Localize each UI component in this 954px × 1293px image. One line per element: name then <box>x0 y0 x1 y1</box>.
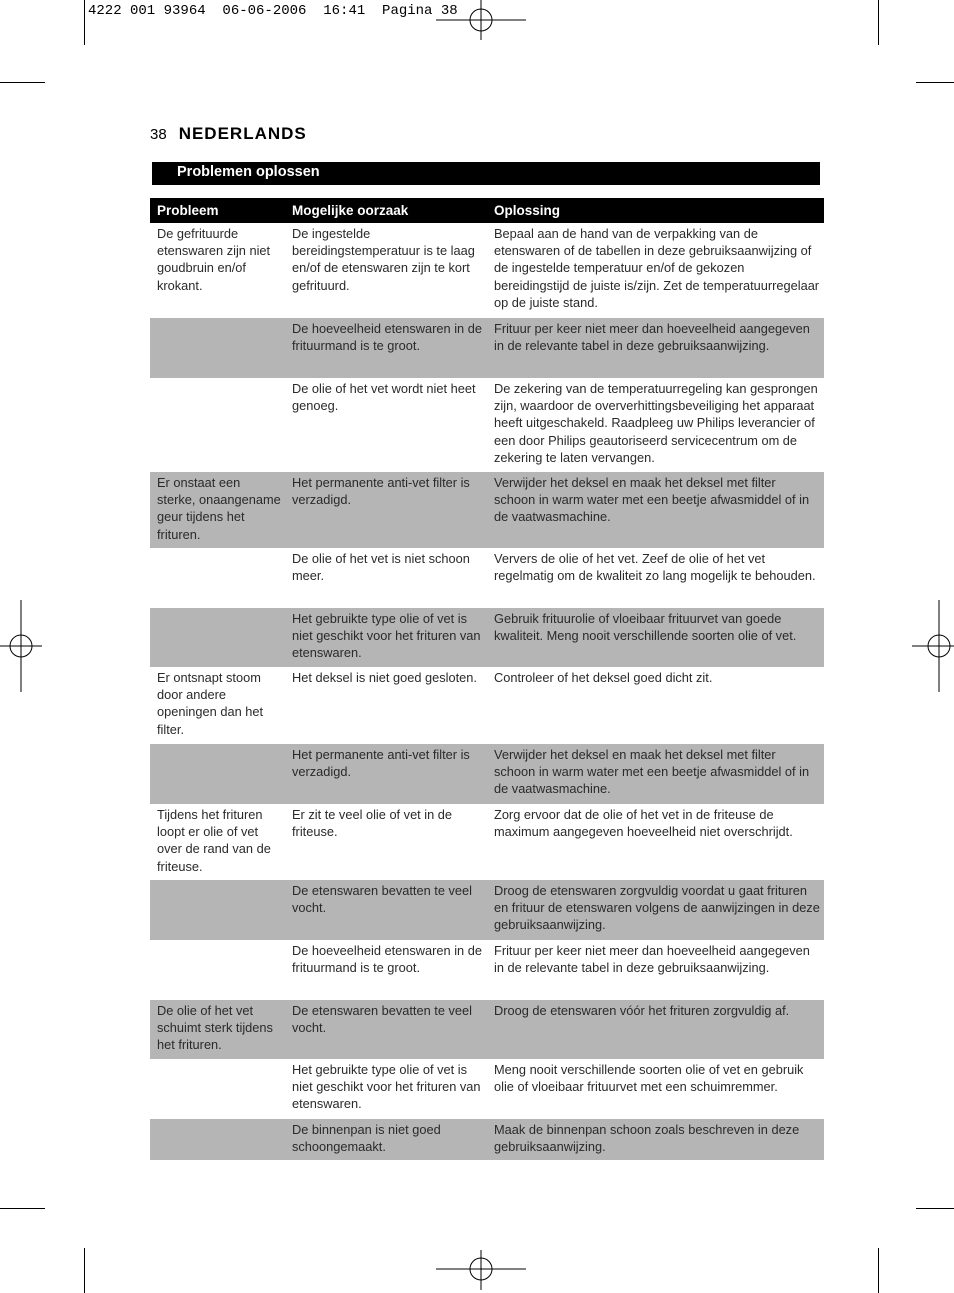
crop-mark-bottom-left-vertical <box>84 1248 85 1293</box>
solution-cell: Droog de etenswaren zorgvuldig voordat u gaat frituren en frituur de etenswaren volgens de aanwijzingen in deze gebruiksaanwijzing. <box>487 880 824 940</box>
table-row <box>150 548 824 608</box>
table-row <box>150 1000 824 1059</box>
table-row <box>150 940 824 1000</box>
solution-cell: Ververs de olie of het vet. Zeef de olie of het vet regelmatig om de kwaliteit zo lang mogelijk te behouden. <box>494 551 816 584</box>
crop-mark-bottom-right-horizontal <box>916 1208 954 1209</box>
problem-cell <box>150 378 285 472</box>
cause-cell: Er zit te veel olie of vet in de friteuse. <box>292 807 453 840</box>
table-row <box>150 1059 824 1119</box>
cause-cell: De etenswaren bevatten te veel vocht. <box>285 880 487 940</box>
crop-mark-bottom-left-horizontal <box>0 1208 45 1209</box>
problem-cell <box>150 548 285 608</box>
cause-cell: Het deksel is niet goed gesloten. <box>292 670 477 685</box>
crop-mark-top-left-horizontal <box>0 82 45 83</box>
crop-mark-top-left-vertical <box>84 0 85 45</box>
solution-cell: Frituur per keer niet meer dan hoeveelheid aangegeven in de relevante tabel in deze gebruiksaanwijzing. <box>494 943 810 976</box>
crop-mark-bottom-right-vertical <box>878 1248 879 1293</box>
solution-cell: Frituur per keer niet meer dan hoeveelheid aangegeven in de relevante tabel in deze gebruiksaanwijzing. <box>487 318 824 378</box>
table-row <box>150 472 824 548</box>
header-solution: Oplossing <box>487 198 824 223</box>
table-row <box>150 744 824 804</box>
problem-cell <box>150 744 285 804</box>
page-heading <box>150 124 307 144</box>
registration-mark-top <box>436 0 526 40</box>
problem-cell: Er ontsnapt stoom door andere openingen dan het filter. <box>157 670 264 737</box>
header-problem: Probleem <box>150 198 285 223</box>
problem-cell <box>150 1119 285 1160</box>
cause-cell: Het permanente anti-vet filter is verzadigd. <box>285 744 487 804</box>
cause-cell: De olie of het vet wordt niet heet genoeg. <box>292 381 476 414</box>
cause-cell: De ingestelde bereidingstemperatuur is te laag en/of de etenswaren zijn te kort gefrituurd. <box>292 226 475 293</box>
solution-cell: Gebruik frituurolie of vloeibaar frituurvet van goede kwaliteit. Meng nooit verschillende soorten olie of vet. <box>487 608 824 667</box>
cause-cell: Het gebruikte type olie of vet is niet geschikt voor het frituren van etenswaren. <box>292 1062 481 1112</box>
table-row <box>150 223 824 318</box>
troubleshooting-table <box>150 198 824 1160</box>
section-title: Problemen oplossen <box>152 162 820 185</box>
table-row <box>150 608 824 667</box>
crop-mark-top-right-horizontal <box>916 82 954 83</box>
registration-mark-left <box>0 600 42 692</box>
solution-cell: Bepaal aan de hand van de verpakking van de etenswaren of de tabellen in deze gebruiksaanwijzing of de ingestelde temperatuur en/of de gekozen bereidingstijd de juiste is/zijn. Zet de temperatuurregelaar op de juiste stand. <box>494 226 820 310</box>
header-cause: Mogelijke oorzaak <box>285 198 487 223</box>
solution-cell: Verwijder het deksel en maak het deksel met filter schoon in warm water met een beetje afwasmiddel of in de vaatwasmachine. <box>487 472 824 548</box>
table-header-row <box>150 198 824 223</box>
registration-mark-bottom <box>436 1250 526 1290</box>
table-row <box>150 667 824 744</box>
cause-cell: De hoeveelheid etenswaren in de frituurmand is te groot. <box>292 943 482 976</box>
problem-cell <box>150 318 285 378</box>
print-header: 4222 001 93964 06-06-2006 16:41 Pagina 38 <box>88 3 458 19</box>
cause-cell: De olie of het vet is niet schoon meer. <box>292 551 470 584</box>
crop-mark-top-right-vertical <box>878 0 879 45</box>
problem-cell <box>150 608 285 667</box>
cause-cell: De etenswaren bevatten te veel vocht. <box>285 1000 487 1059</box>
problem-cell: De gefrituurde etenswaren zijn niet goudbruin en/of krokant. <box>157 226 271 293</box>
page-number: 38 <box>150 126 167 143</box>
table-row <box>150 804 824 880</box>
solution-cell: Verwijder het deksel en maak het deksel met filter schoon in warm water met een beetje afwasmiddel of in de vaatwasmachine. <box>487 744 824 804</box>
problem-cell <box>150 940 285 1000</box>
solution-cell: Zorg ervoor dat de olie of het vet in de friteuse de maximum aangegeven hoeveelheid niet overschrijdt. <box>494 807 793 840</box>
solution-cell: De zekering van de temperatuurregeling kan gesprongen zijn, waardoor de oververhittingsbeveiliging het apparaat heeft uitgeschakeld. Raadpleeg uw Philips leverancier of een door Philips geautoriseerd servicecentrum om de zekering te laten vervangen. <box>494 381 818 465</box>
cause-cell: Het gebruikte type olie of vet is niet geschikt voor het frituren van etenswaren. <box>285 608 487 667</box>
cause-cell: De binnenpan is niet goed schoongemaakt. <box>285 1119 487 1160</box>
problem-cell <box>150 1059 285 1119</box>
problem-cell: De olie of het vet schuimt sterk tijdens het frituren. <box>150 1000 285 1059</box>
table-row <box>150 378 824 472</box>
solution-cell: Meng nooit verschillende soorten olie of vet en gebruik olie of vloeibaar frituurvet met een schuimremmer. <box>494 1062 804 1095</box>
cause-cell: De hoeveelheid etenswaren in de frituurmand is te groot. <box>285 318 487 378</box>
language-heading: NEDERLANDS <box>178 124 307 143</box>
cause-cell: Het permanente anti-vet filter is verzadigd. <box>285 472 487 548</box>
table-row <box>150 318 824 378</box>
problem-cell <box>150 880 285 940</box>
solution-cell: Controleer of het deksel goed dicht zit. <box>494 670 713 685</box>
registration-mark-right <box>912 600 954 692</box>
solution-cell: Maak de binnenpan schoon zoals beschreven in deze gebruiksaanwijzing. <box>487 1119 824 1160</box>
solution-cell: Droog de etenswaren vóór het frituren zorgvuldig af. <box>487 1000 824 1059</box>
problem-cell: Er onstaat een sterke, onaangename geur tijdens het frituren. <box>150 472 285 548</box>
problem-cell: Tijdens het frituren loopt er olie of vet over de rand van de friteuse. <box>157 807 271 874</box>
table-row <box>150 1119 824 1160</box>
table-row <box>150 880 824 940</box>
